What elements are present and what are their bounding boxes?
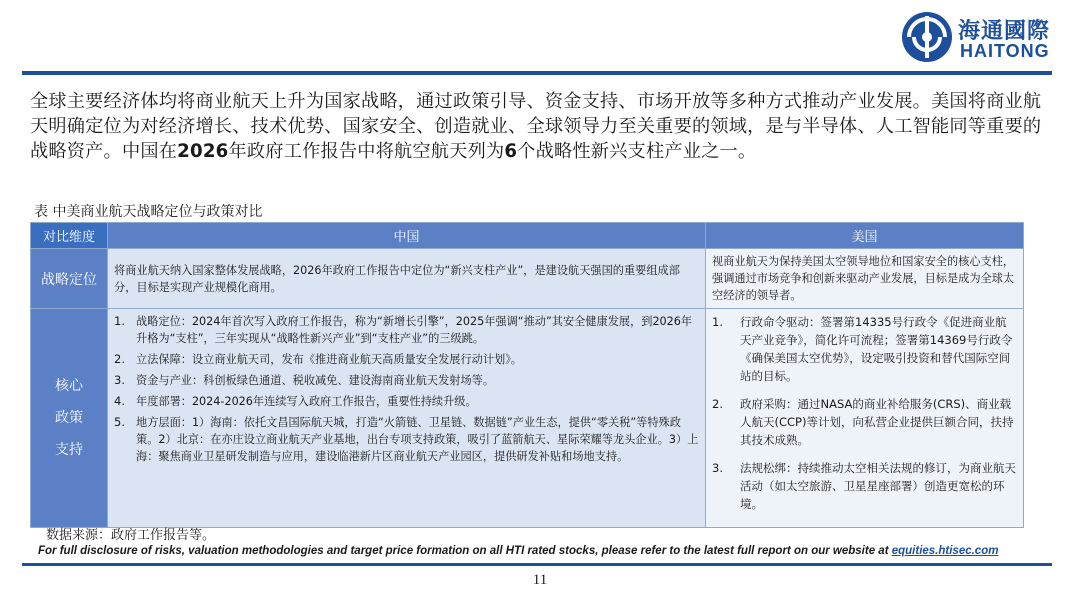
row-label-line-3: 支持 [55, 442, 83, 458]
intro-paragraph [30, 89, 1045, 164]
list-item [114, 372, 699, 389]
row-label-line-2: 政策 [55, 410, 83, 426]
item-text: 法规松绑：持续推动太空相关法规的修订，为商业航天活动（如太空旅游、卫星星座部署）创造更宽松的环境。 [740, 461, 1016, 511]
list-item [712, 395, 1017, 449]
header-dimension: 对比维度 [31, 223, 108, 249]
footer-divider [22, 563, 1052, 566]
item-number: 3. [114, 373, 125, 387]
intro-text-3: 个战略性新兴支柱产业之一。 [517, 141, 757, 162]
data-source-note: 数据来源：政府工作报告等。 [46, 528, 216, 543]
item-number: 3. [712, 461, 723, 475]
haitong-logo [900, 8, 1065, 64]
brand-name-cn: 海通國際 [958, 19, 1051, 44]
list-item [712, 313, 1017, 385]
strategy-usa: 视商业航天为保持美国太空领导地位和国家安全的核心支柱，强调通过市场竞争和创新来驱动产业发展，目标是成为全球太空经济的领导者。 [706, 249, 1024, 309]
header-usa: 美国 [706, 223, 1024, 249]
item-number: 2. [712, 397, 723, 411]
comparison-table [30, 222, 1024, 528]
page-number: 11 [532, 572, 548, 588]
row-label-line-1: 核心 [55, 378, 83, 394]
disclaimer-text: For full disclosure of risks, valuation methodologies and target price formation on all HTI rated stocks, please refer to the latest full report on our website at [38, 545, 892, 557]
brand-name-en: HAITONG [960, 41, 1050, 61]
item-number: 1. [114, 314, 125, 328]
haitong-logo-icon [900, 10, 954, 64]
list-item [114, 414, 699, 465]
strategy-china: 将商业航天纳入国家整体发展战略，2026年政府工作报告中定位为“新兴支柱产业”，是建设航天强国的重要组成部分，目标是实现产业规模化商用。 [108, 249, 706, 309]
intro-count: 6 [504, 141, 518, 162]
item-number: 2. [114, 352, 125, 366]
item-number: 5. [114, 415, 125, 429]
item-text: 立法保障：设立商业航天司，发布《推进商业航天高质量安全发展行动计划》。 [136, 353, 522, 366]
intro-year: 2026 [177, 141, 229, 162]
item-text: 战略定位：2024年首次写入政府工作报告，称为“新增长引擎”，2025年强调“推动”其安全健康发展，到2026年升格为“支柱”，三年实现从“战略性新兴产业”到“支柱产业”的三级跳。 [136, 315, 693, 345]
website-link[interactable]: equities.htisec.com [891, 545, 999, 557]
row-label-core-policy [31, 309, 108, 528]
item-number: 4. [114, 394, 125, 408]
item-text: 年度部署：2024-2026年连续写入政府工作报告，重要性持续升级。 [136, 395, 477, 408]
table-title: 表 中美商业航天战略定位与政策对比 [34, 204, 263, 220]
disclaimer [38, 545, 998, 557]
list-item [712, 459, 1017, 513]
header-china: 中国 [108, 223, 706, 249]
item-text: 资金与产业：科创板绿色通道、税收减免、建设海南商业航天发射场等。 [136, 374, 495, 387]
core-policy-usa [706, 309, 1024, 528]
intro-text-1: 全球主要经济体均将商业航天上升为国家战略，通过政策引导、资金支持、市场开放等多种方式推动产业发展。美国将商业航天明确定位为对经济增长、技术优势、国家安全、创造就业、全球领导力至关重要的领域，是与半导体、人工智能同等重要的战略资产。中国在 [30, 91, 1042, 162]
item-text: 行政命令驱动：签署第14335号行政令《促进商业航天产业竞争》，简化许可流程；签署第14369号行政令《确保美国太空优势》，设定吸引投资和替代国际空间站的目标。 [740, 315, 1013, 383]
intro-text-2: 年政府工作报告中将航空航天列为 [228, 141, 505, 162]
item-text: 政府采购：通过NASA的商业补给服务(CRS)、商业载人航天(CCP)等计划，向私营企业提供巨额合同，扶持其技术成熟。 [740, 397, 1014, 447]
row-label-strategy: 战略定位 [31, 249, 108, 309]
table-header-row [31, 223, 1024, 249]
item-number: 1. [712, 315, 723, 329]
list-item [114, 313, 699, 347]
list-item [114, 351, 699, 368]
core-policy-china [108, 309, 706, 528]
item-text: 地方层面：1）海南：依托文昌国际航天城，打造“火箭链、卫星链、数据链”产业生态，提供“零关税”等特殊政策。2）北京：在亦庄设立商业航天产业基地，出台专项支持政策，吸引了蓝箭航天、星际荣耀等龙头企业。3）上海：聚焦商业卫星研发制造与应用，建设临港新片区商业航天产业园区，提供研发补贴和场地支持。 [136, 416, 699, 463]
table-row-strategy [31, 249, 1024, 309]
list-item [114, 393, 699, 410]
header-divider [22, 71, 1052, 75]
table-row-core-policy [31, 309, 1024, 528]
